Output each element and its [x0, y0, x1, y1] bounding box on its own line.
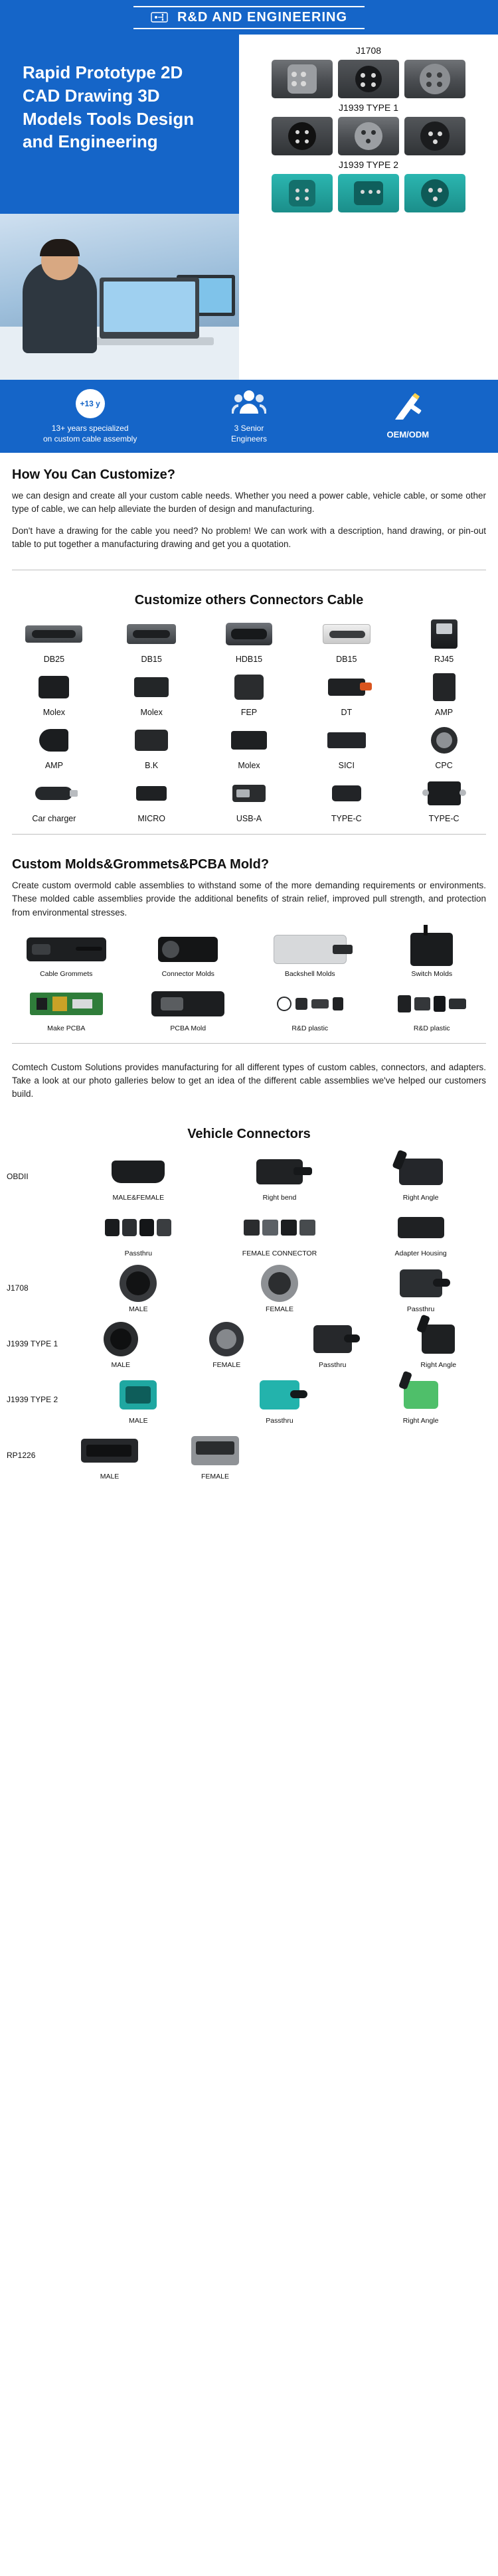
vehicle-row-label: J1708 — [7, 1283, 29, 1293]
badge-13-years-icon: +13 y — [76, 389, 105, 418]
solutions-paragraph: Comtech Custom Solutions provides manufacturing for all different types of custom cables, connectors, and adapters. Take a look at our photo galleries below to get an idea of the different cable assemblies we've helped our customers build. — [12, 1062, 486, 1099]
vehicle-item — [68, 1151, 208, 1202]
vehicle-item-caption: MALE — [129, 1305, 148, 1313]
cpc-connector-icon — [396, 721, 491, 760]
vehicle-row-obdii-2 — [0, 1204, 498, 1260]
connector-label: DB15 — [141, 655, 162, 664]
j1708-female-icon — [210, 1263, 350, 1304]
hero-group-j1939-type1 — [244, 102, 493, 155]
j1939t1-female-icon — [174, 1319, 280, 1360]
hero-section — [0, 35, 498, 380]
j1708-connector-3 — [404, 60, 465, 98]
mold-cell — [373, 985, 492, 1032]
vehicle-item — [191, 1430, 239, 1481]
mold-label: R&D plastic — [413, 1024, 450, 1032]
feature-line2: Engineers — [230, 434, 268, 443]
connector-label: MICRO — [137, 814, 166, 823]
vehicle-item — [68, 1374, 208, 1425]
vehicle-item-caption: MALE — [100, 1472, 120, 1481]
top-banner — [0, 0, 498, 35]
connector-cell — [104, 721, 199, 770]
connector-label: Molex — [238, 761, 260, 770]
feature-line2: on custom cable assembly — [42, 434, 137, 443]
vehicle-item — [68, 1263, 208, 1313]
obdii-male-female-icon — [68, 1151, 208, 1192]
hero-photo — [0, 214, 239, 380]
molds-section — [0, 843, 498, 930]
hero-connector-gallery — [239, 35, 498, 380]
mold-label: Make PCBA — [47, 1024, 86, 1032]
connector-label: AMP — [435, 708, 454, 717]
dt-connector-icon — [299, 668, 394, 706]
j1939t2-connector-1 — [272, 174, 333, 212]
j1939t1-passthru-icon — [280, 1319, 386, 1360]
connector-label: Molex — [42, 708, 66, 717]
vehicle-item-caption: FEMALE — [212, 1360, 241, 1369]
mold-label: Switch Molds — [411, 969, 453, 978]
customize-section — [0, 453, 498, 562]
vehicle-item-caption: Right Angle — [420, 1360, 457, 1369]
j1939t1-connector-2 — [338, 117, 399, 155]
sici-connector-icon — [299, 721, 394, 760]
vehicle-item-caption: MALE&FEMALE — [112, 1193, 165, 1202]
mold-label: Connector Molds — [161, 969, 214, 978]
amp-connector-1-icon — [396, 668, 491, 706]
connector-cell — [104, 668, 199, 717]
connector-label: SICI — [338, 761, 355, 770]
top-banner-title: R&D AND ENGINEERING — [177, 9, 348, 25]
j1939t1-connector-1 — [272, 117, 333, 155]
connector-cell — [7, 774, 102, 823]
micro-usb-connector-icon — [104, 774, 199, 813]
car-charger-connector-icon — [7, 774, 102, 813]
hero-headline: Rapid Prototype 2D CAD Drawing 3D Models Tools Design and Engineering — [23, 62, 195, 152]
others-connectors-title: Customize others Connectors Cable — [134, 593, 364, 607]
vehicle-row-label: RP1226 — [7, 1450, 36, 1460]
divider — [12, 1043, 486, 1044]
connector-label: FEP — [240, 708, 258, 717]
feature-line1: 13+ years specialized — [51, 423, 129, 433]
j1939t2-connector-2 — [338, 174, 399, 212]
connector-cell — [202, 615, 297, 664]
connector-label: CPC — [435, 761, 453, 770]
molex-connector-2-icon — [104, 668, 199, 706]
connector-cell — [396, 721, 491, 770]
make-pcba-icon — [7, 985, 126, 1023]
molex-connector-1-icon — [7, 668, 102, 706]
footer-space — [0, 1483, 498, 1489]
db15-connector-icon — [104, 615, 199, 653]
feature-line1: OEM/ODM — [386, 430, 430, 440]
obdii-right-bend-icon — [210, 1151, 350, 1192]
customize-title: How You Can Customize? — [12, 467, 175, 482]
hero-group-title: J1708 — [355, 45, 382, 56]
solutions-section — [0, 1052, 498, 1112]
customize-paragraph-1: we can design and create all your custom cable needs. Whether you need a power cable, vehicle cable, or some other type of cable, we can help alleviate the burden of design and manufacturing. — [12, 491, 486, 515]
vehicle-item-caption: Passthru — [266, 1416, 293, 1425]
cable-grommets-icon — [7, 930, 126, 969]
features-strip — [0, 380, 498, 453]
type-c-screw-connector-icon — [396, 774, 491, 813]
vehicle-item — [210, 1207, 350, 1257]
connector-label: DB15 — [336, 655, 357, 664]
rd-plastic-1-icon — [250, 985, 370, 1023]
j1939t1-right-angle-icon — [386, 1319, 492, 1360]
connector-label: Molex — [140, 708, 163, 717]
connector-cell — [7, 721, 102, 770]
connector-cell — [299, 668, 394, 717]
vehicle-item — [68, 1319, 174, 1369]
connector-cell — [7, 668, 102, 717]
customize-paragraph-2: Don't have a drawing for the cable you need? No problem! We can work with a description, hand drawing, or pin-out table to put together a manufacturing drawing and get you a quotation. — [12, 525, 486, 549]
vehicle-row-obdii — [0, 1149, 498, 1204]
pencil-ruler-icon — [392, 392, 423, 423]
pcb-icon — [151, 11, 168, 24]
vehicle-row-j1939-type2 — [0, 1372, 498, 1427]
others-connectors-section — [0, 578, 498, 608]
j1708-male-icon — [68, 1263, 208, 1304]
backshell-molds-icon — [250, 930, 370, 969]
obdii-female-connector-icon — [210, 1207, 350, 1248]
molex-connector-3-icon — [202, 721, 297, 760]
j1708-passthru-icon — [351, 1263, 491, 1304]
vehicle-item-caption: FEMALE — [201, 1472, 229, 1481]
vehicle-item — [386, 1319, 492, 1369]
feature-line1: 3 Senior — [234, 423, 264, 433]
vehicle-row-label: J1939 TYPE 2 — [7, 1394, 58, 1404]
connector-cell — [396, 668, 491, 717]
vehicle-row-rp1226 — [0, 1427, 498, 1483]
connector-molds-icon — [129, 930, 248, 969]
connector-label: AMP — [44, 761, 63, 770]
connector-label: RJ45 — [434, 655, 454, 664]
obdii-right-angle-icon — [351, 1151, 491, 1192]
vehicle-section — [0, 1112, 498, 1142]
vehicle-row-label: OBDII — [7, 1171, 29, 1181]
divider — [12, 834, 486, 835]
connector-cell — [396, 774, 491, 823]
fep-connector-icon — [202, 668, 297, 706]
hero-group-title: J1939 TYPE 1 — [338, 102, 399, 113]
connector-label: Car charger — [32, 814, 76, 823]
connector-cell — [396, 615, 491, 664]
vehicle-row-label: J1939 TYPE 1 — [7, 1338, 58, 1348]
bk-connector-icon — [104, 721, 199, 760]
mold-cell — [129, 930, 248, 978]
connector-label: TYPE-C — [428, 814, 459, 823]
mold-label: PCBA Mold — [170, 1024, 207, 1032]
connector-cell — [202, 774, 297, 823]
hero-group-j1939-type2 — [244, 159, 493, 212]
connector-label: DB25 — [43, 655, 65, 664]
connector-cell — [202, 721, 297, 770]
rj45-connector-icon — [396, 615, 491, 653]
connector-cell — [104, 615, 199, 664]
connector-cell — [299, 774, 394, 823]
hdb15-connector-icon — [202, 615, 297, 653]
vehicle-item — [280, 1319, 386, 1369]
mold-label: Cable Grommets — [40, 969, 93, 978]
connector-label: DT — [341, 708, 353, 717]
amp-connector-2-icon — [7, 721, 102, 760]
vehicle-row-j1708 — [0, 1260, 498, 1316]
others-connectors-row-4 — [0, 774, 498, 823]
hero-group-j1708 — [244, 45, 493, 98]
hero-left-panel — [0, 35, 239, 380]
connector-label: USB-A — [236, 814, 262, 823]
connector-label: B.K — [145, 761, 159, 770]
feature-engineers — [169, 388, 328, 444]
connector-label: TYPE-C — [331, 814, 362, 823]
connector-cell — [299, 615, 394, 664]
mold-cell — [129, 985, 248, 1032]
vehicle-item — [210, 1151, 350, 1202]
j1939t2-male-icon — [68, 1374, 208, 1415]
others-connectors-row-1 — [0, 615, 498, 664]
engineers-icon — [232, 388, 266, 418]
mold-label: Backshell Molds — [284, 969, 335, 978]
vehicle-item-caption: FEMALE CONNECTOR — [242, 1249, 317, 1257]
vehicle-item-caption: FEMALE — [265, 1305, 293, 1313]
connector-cell — [299, 721, 394, 770]
pcba-mold-icon — [129, 985, 248, 1023]
j1939t1-male-icon — [68, 1319, 174, 1360]
vehicle-item-caption: Right Angle — [402, 1193, 439, 1202]
molds-title: Custom Molds&Grommets&PCBA Mold? — [12, 857, 270, 872]
connector-cell — [202, 668, 297, 717]
others-connectors-row-3 — [0, 721, 498, 770]
j1708-connector-1 — [272, 60, 333, 98]
vehicle-item-caption: Adapter Housing — [394, 1249, 447, 1257]
vehicle-item-caption: Passthru — [406, 1305, 435, 1313]
connector-label: HDB15 — [235, 655, 263, 664]
vehicle-item — [351, 1263, 491, 1313]
obdii-passthru-icon — [68, 1207, 208, 1248]
switch-molds-icon — [373, 930, 492, 969]
vehicle-item — [351, 1374, 491, 1425]
vehicle-item — [210, 1374, 350, 1425]
mold-cell — [7, 930, 126, 978]
vehicle-item-caption: Passthru — [124, 1249, 153, 1257]
type-c-connector-icon — [299, 774, 394, 813]
vehicle-item-caption: MALE — [129, 1416, 148, 1425]
j1939t2-connector-3 — [404, 174, 465, 212]
mold-cell — [250, 985, 370, 1032]
connector-cell — [104, 774, 199, 823]
rp1226-male-icon — [81, 1430, 138, 1471]
rd-plastic-2-icon — [373, 985, 492, 1023]
molds-row-1 — [0, 930, 498, 978]
j1939t2-right-angle-icon — [351, 1374, 491, 1415]
rp1226-female-icon — [191, 1430, 239, 1471]
vehicle-item-caption: Passthru — [319, 1360, 347, 1369]
vehicle-item-caption: Right bend — [262, 1193, 297, 1202]
mold-cell — [373, 930, 492, 978]
mold-cell — [250, 930, 370, 978]
vehicle-item — [68, 1207, 208, 1257]
db15-white-connector-icon — [299, 615, 394, 653]
molds-paragraph: Create custom overmold cable assemblies to withstand some of the more demanding requirements or environments. These molded cable assemblies provide the additional benefits of strain relief, improved pull strength, and protection from environmental stresses. — [12, 880, 486, 918]
vehicle-item-caption: Right Angle — [402, 1416, 439, 1425]
usb-a-connector-icon — [202, 774, 297, 813]
j1939t1-connector-3 — [404, 117, 465, 155]
molds-row-2 — [0, 985, 498, 1032]
vehicle-item-caption: MALE — [111, 1360, 131, 1369]
others-connectors-row-2 — [0, 668, 498, 717]
vehicle-item — [174, 1319, 280, 1369]
connector-cell — [7, 615, 102, 664]
vehicle-item — [351, 1151, 491, 1202]
mold-label: R&D plastic — [291, 1024, 329, 1032]
j1939t2-passthru-icon — [210, 1374, 350, 1415]
vehicle-item — [210, 1263, 350, 1313]
mold-cell — [7, 985, 126, 1032]
hero-group-title: J1939 TYPE 2 — [338, 159, 399, 170]
vehicle-item — [81, 1430, 138, 1481]
feature-oem-odm — [329, 392, 487, 441]
vehicle-row-j1939-type1 — [0, 1316, 498, 1372]
vehicle-title: Vehicle Connectors — [187, 1126, 311, 1141]
obdii-adapter-housing-icon — [351, 1207, 491, 1248]
j1708-connector-2 — [338, 60, 399, 98]
db25-connector-icon — [7, 615, 102, 653]
vehicle-item — [351, 1207, 491, 1257]
feature-years — [11, 388, 169, 444]
